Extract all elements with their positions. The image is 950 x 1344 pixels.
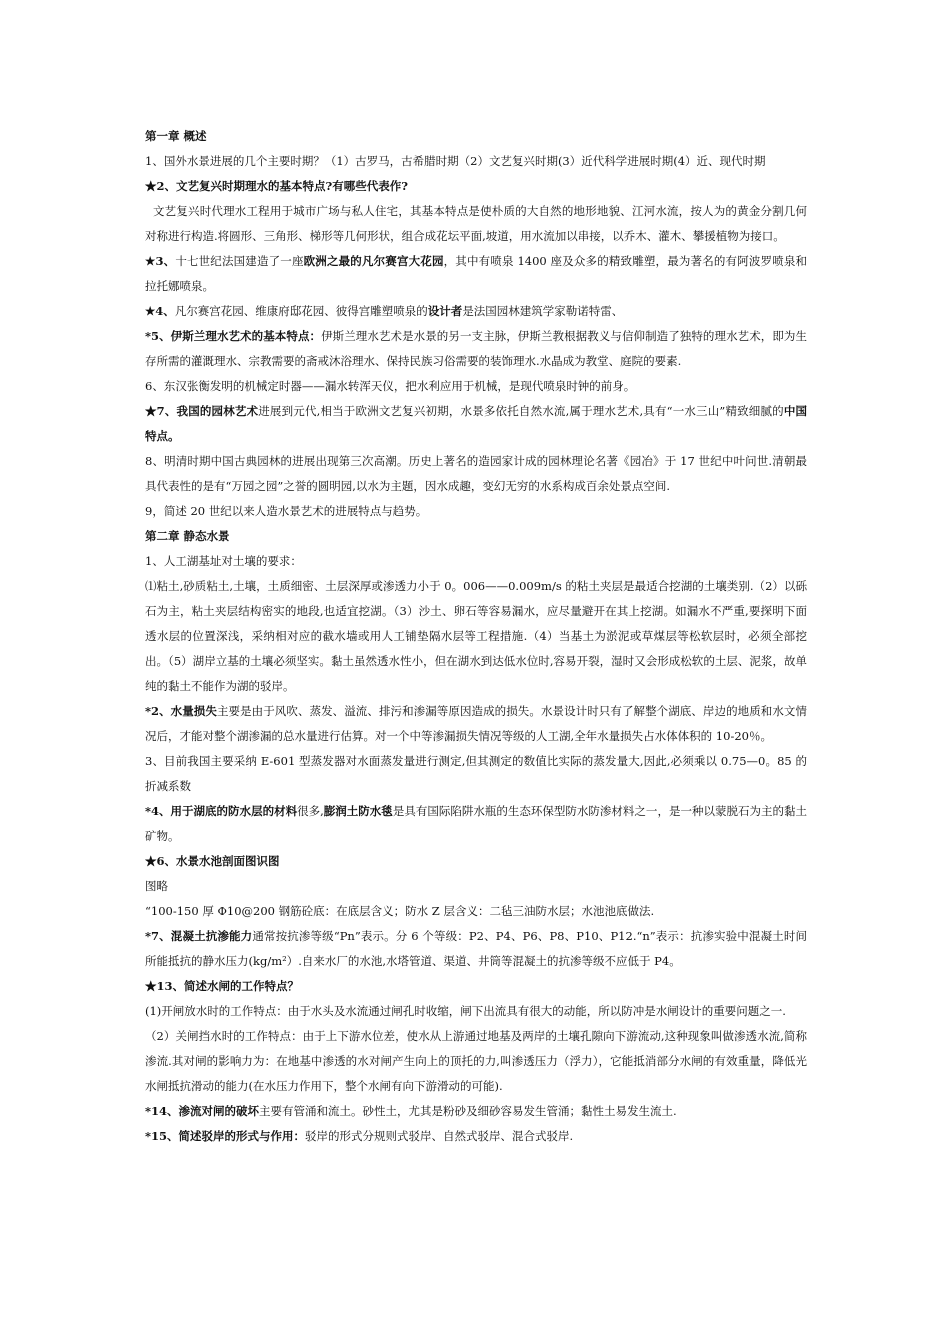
ch1-item-1: 1、国外水景进展的几个主要时期？（1）古罗马，古希腊时期（2）文艺复兴时期(3）近代科学进展时期(4）近、现代时期: [145, 154, 766, 168]
document-body: [145, 124, 807, 1149]
ch1-item-6: 6、东汉张衡发明的机械定时器——漏水转浑天仪，把水利应用于机械，是现代喷泉时钟的前身。: [145, 379, 636, 393]
ch2-item-13-answer-1: (1)开闸放水时的工作特点：由于水头及水流通过闸孔时收缩，闸下出流具有很大的动能，所以防冲是水闸设计的重要问题之一.: [145, 1004, 786, 1018]
ch1-item-9: 9，简述 20 世纪以来人造水景艺术的进展特点与趋势。: [145, 504, 428, 518]
chapter-1-title: 第一章 概述: [145, 129, 207, 143]
ch1-item-2-question: ★2、文艺复兴时期理水的基本特点?有哪些代表作?: [145, 179, 408, 193]
ch2-item-13-answer-2: （2）关闸挡水时的工作特点：由于上下游水位差，使水从上游通过地基及两岸的土壤孔隙向下游流动,这种现象叫做渗透水流,简称渗流.其对闸的影响力为：在地基中渗透的水对闸产生向上的顶托的力,叫渗透压力（浮力），它能抵消部分水闸的有效重量，降低光水闸抵抗滑动的能力(在水压力作用下，整个水闸有向下游滑动的可能).: [145, 1029, 807, 1093]
ch1-item-3: ★3、十七世纪法国建造了一座欧洲之最的凡尔赛宫大花园，其中有喷泉 1400 座及众多的精致雕塑，最为著名的有阿波罗喷泉和拉托娜喷泉。: [145, 254, 808, 293]
ch2-item-1-question: 1、人工湖基址对土壤的要求：: [145, 554, 302, 568]
ch1-item-8: 8、明清时期中国古典园林的进展出现第三次高潮。历史上著名的造园家计成的园林理论名著《园冶》于 17 世纪中叶问世.清朝最具代表性的是有“万园之园”之誉的圆明园,以水为主题，因水成趣，变幻无穷的水系构成百余处景点空间.: [145, 454, 807, 493]
ch2-item-6-note: 图略: [145, 879, 168, 893]
ch1-item-5: *5、伊斯兰理水艺术的基本特点：伊斯兰理水艺术是水景的另一支主脉，伊斯兰教根据教义与信仰制造了独特的理水艺术，即为生存所需的灌溉理水、宗教需要的斋戒沐浴理水、保持民族习俗需要的装饰理水.水晶成为教堂、庭院的要素.: [145, 329, 808, 368]
ch2-item-15: *15、简述驳岸的形式与作用：驳岸的形式分规则式驳岸、自然式驳岸、混合式驳岸.: [145, 1129, 574, 1143]
ch1-item-2-answer: 文艺复兴时代理水工程用于城市广场与私人住宅，其基本特点是使朴质的大自然的地形地貌、江河水流，按人为的黄金分割几何对称进行构造.将圆形、三角形、梯形等几何形状，组合成花坛平面,坡道，用水流加以串接，以乔木、灌木、攀援植物为接口。: [145, 204, 807, 243]
ch1-item-7: ★7、我国的园林艺术进展到元代,相当于欧洲文艺复兴初期，水景多依托自然水流,属于理水艺术,具有“一水三山”精致细腻的中国特点。: [145, 404, 807, 443]
ch2-item-3: 3、目前我国主要采纳 E-601 型蒸发器对水面蒸发量进行测定,但其测定的数值比实际的蒸发量大,因此,必须乘以 0.75—0。85 的折减系数: [145, 754, 807, 793]
ch2-item-6-question: ★6、水景水池剖面图识图: [145, 854, 280, 868]
ch2-item-13-question: ★13、简述水闸的工作特点？: [145, 979, 300, 993]
ch2-item-2: *2、水量损失主要是由于风吹、蒸发、溢流、排污和渗漏等原因造成的损失。水景设计时只有了解整个湖底、岸边的地质和水文情况后，才能对整个湖渗漏的总水量进行估算。对一个中等渗漏损失情况等级的人工湖,全年水量损失占水体体积的 10-20％。: [145, 704, 808, 743]
ch2-item-4: *4、用于湖底的防水层的材料很多,膨润土防水毯是具有国际陷阱水瓶的生态环保型防水防渗材料之一，是一种以蒙脱石为主的黏土矿物。: [145, 804, 808, 843]
ch2-item-1-answer: ⑴粘土,砂质粘土,土壤，土质细密、土层深厚或渗透力小于 0。006——0.009m/s 的粘土夹层是最适合挖湖的土壤类别.（2）以砾石为主，粘土夹层结构密实的地段,也适宜挖湖。（3）沙土、卵石等容易漏水，应尽量避开在其上挖湖。如漏水不严重,要探明下面透水层的位置深浅，采纳相对应的截水墙或用人工铺垫隔水层等工程措施.（4）当基土为淤泥或草煤层等松软层时，必须全部挖出。（5）湖岸立基的土壤必须坚实。黏土虽然透水性小，但在湖水到达低水位时,容易开裂，湿时又会形成松软的土层、泥浆，故单纯的黏土不能作为湖的驳岸。: [145, 579, 807, 693]
ch2-item-6-answer: “100-150 厚 Φ10@200 钢筋砼底：在底层含义；防水 Z 层含义：二毡三油防水层；水池池底做法.: [145, 904, 655, 918]
ch1-item-4: ★4、凡尔赛宫花园、维康府邸花园、彼得宫雕塑喷泉的设计者是法国园林建筑学家勒诺特雷、: [145, 304, 624, 318]
ch2-item-14: *14、渗流对闸的破坏主要有管涌和流土。砂性土，尤其是粉砂及细砂容易发生管涌；黏性土易发生流土.: [145, 1104, 677, 1118]
chapter-2-title: 第二章 静态水景: [145, 529, 230, 543]
ch2-item-7: *7、混凝土抗渗能力通常按抗渗等级“Pn”表示。分 6 个等级：P2、P4、P6、P8、P10、P12.“n”表示：抗渗实验中混凝土时间所能抵抗的静水压力(kg/m²）.自来水厂的水池,水塔管道、渠道、井筒等混凝土的抗渗等级不应低于 P4。: [145, 929, 807, 968]
